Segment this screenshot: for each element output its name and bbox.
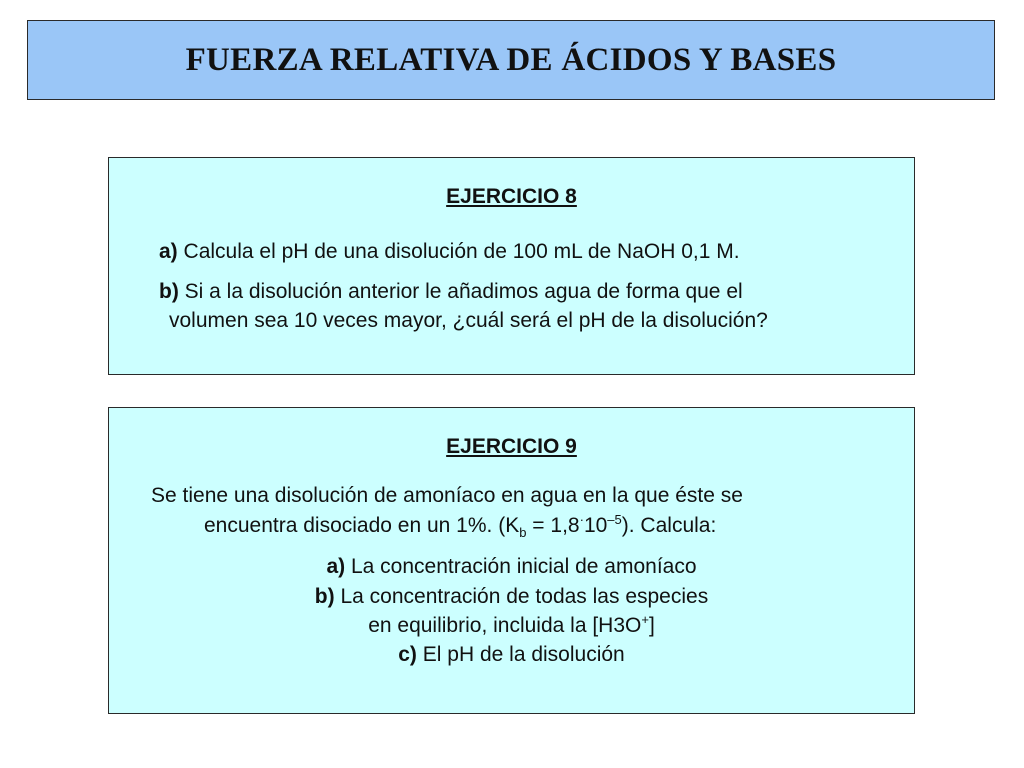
- kb-subscript: b: [519, 524, 527, 540]
- part-b-text-line1: La concentración de todas las especies: [334, 584, 709, 608]
- exercise-9-intro: [109, 481, 914, 542]
- exercise-9-part-a: [109, 552, 914, 581]
- exercise-9-part-b-cont: [109, 611, 914, 640]
- intro-line2: [151, 511, 717, 540]
- intro-line2-pre: encuentra disociado en un 1%. (K: [204, 513, 520, 537]
- exercise-8-part-a: [109, 237, 914, 266]
- page-title: FUERZA RELATIVA DE ÁCIDOS Y BASES: [185, 41, 837, 78]
- part-a-text: La concentración inicial de amoníaco: [345, 555, 697, 579]
- exercise-9-part-c: [109, 640, 914, 669]
- multiply-dot: ·: [579, 511, 584, 527]
- title-banner: [27, 20, 995, 100]
- part-c-text: El pH de la disolución: [416, 643, 625, 667]
- exercise-8-part-b: [109, 277, 914, 336]
- intro-line1: Se tiene una disolución de amoníaco en agua en la que éste se: [151, 484, 743, 508]
- intro-line2-mid: = 1,8: [526, 513, 580, 537]
- exercise-8-box: [108, 157, 915, 375]
- part-a-label: a): [326, 555, 346, 579]
- exercise-9-parts: [109, 552, 914, 670]
- exercise-9-heading: EJERCICIO 9: [446, 435, 577, 458]
- intro-line2-post: ). Calcula:: [621, 513, 717, 537]
- part-c-label: c): [398, 643, 417, 667]
- exponent-superscript: –5: [607, 511, 622, 527]
- plus-superscript: +: [641, 611, 649, 627]
- part-a-text: Calcula el pH de una disolución de 100 mL de NaOH 0,1 M.: [177, 240, 740, 264]
- exercise-8-heading: EJERCICIO 8: [446, 185, 577, 208]
- part-b-label: b): [159, 279, 179, 303]
- part-b-text-line1: Si a la disolución anterior le añadimos agua de forma que el: [178, 279, 743, 303]
- intro-line2-pow: 10: [583, 513, 608, 537]
- exercise-9-part-b: [109, 582, 914, 611]
- part-b-text-line2: volumen sea 10 veces mayor, ¿cuál será el pH de la disolución?: [169, 309, 768, 333]
- part-b-text-line2: en equilibrio, incluida la [H3O: [368, 613, 642, 637]
- part-a-label: a): [159, 240, 178, 264]
- exercise-9-box: [108, 407, 915, 714]
- part-b-label: b): [314, 584, 335, 608]
- part-b-text-close: ]: [648, 613, 655, 637]
